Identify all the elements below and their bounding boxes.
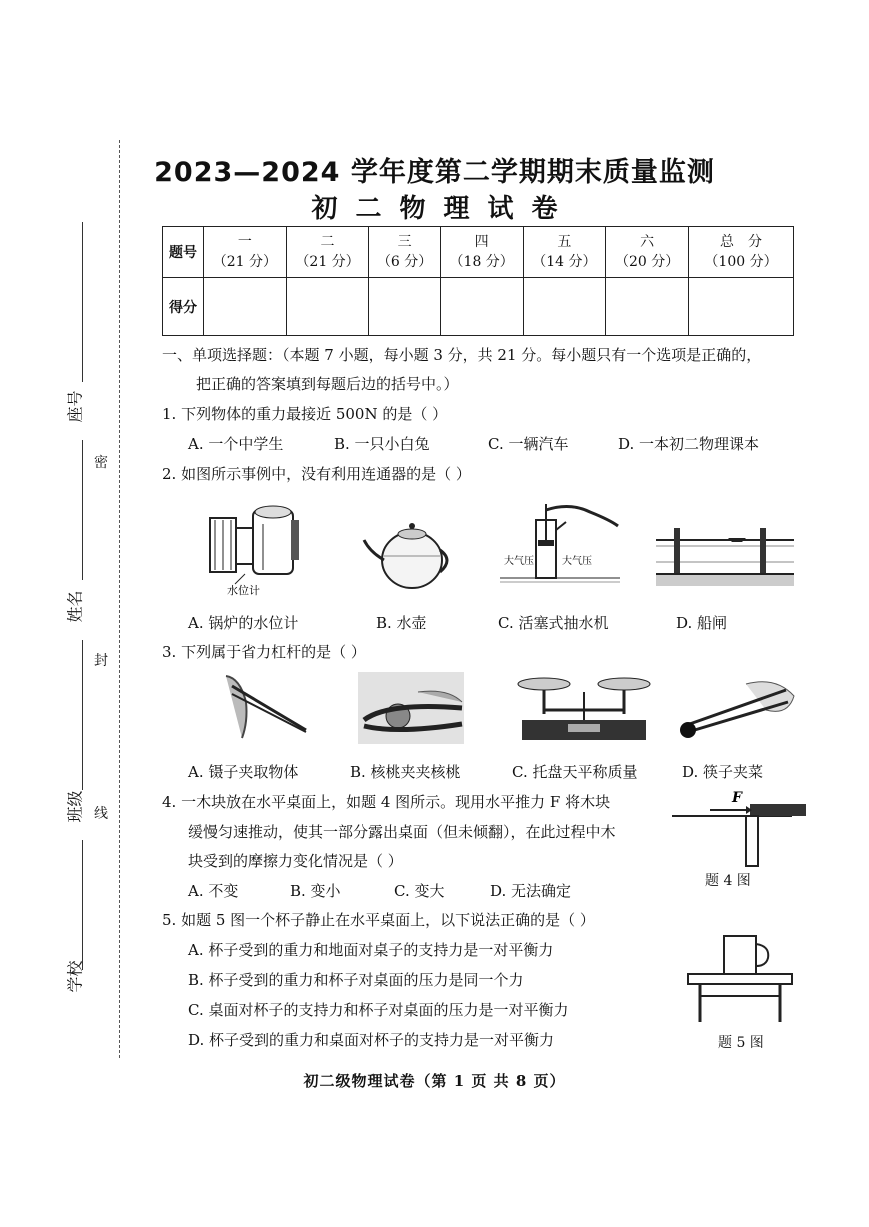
atm-label-left: 大气压 — [504, 556, 534, 567]
chopsticks-figure — [676, 676, 798, 740]
score-table-header-row — [163, 227, 794, 278]
score-col-6: 六 （20 分） — [606, 227, 689, 278]
q2-option-c[interactable]: C. 活塞式抽水机 — [498, 614, 609, 632]
q4-option-b[interactable]: B. 变小 — [290, 882, 341, 900]
question-2-stem: 2. 如图所示事例中，没有利用连通器的是（ ） — [162, 465, 471, 483]
score-input-cell[interactable] — [689, 278, 794, 336]
q3-option-b[interactable]: B. 核桃夹夹核桃 — [350, 763, 461, 781]
figure-5-caption: 题 5 图 — [718, 1035, 764, 1051]
score-table-score-row — [163, 278, 794, 336]
section1-intro-line2: 把正确的答案填到每题后边的括号中。） — [196, 375, 459, 393]
score-col-1: 一 （21 分） — [204, 227, 287, 278]
binding-dashed-line — [119, 140, 120, 1058]
question-4-stem-line2: 缓慢匀速推动，使其一部分露出桌面（但未倾翻），在此过程中木 — [188, 823, 616, 841]
exam-subtitle: 初二物理试卷 — [311, 194, 576, 224]
q2-option-d[interactable]: D. 船闸 — [676, 614, 728, 632]
binding-mark-xian: 线 — [94, 806, 108, 822]
q2-option-b[interactable]: B. 水壶 — [376, 614, 427, 632]
q5-option-c[interactable]: C. 桌面对杯子的支持力和杯子对桌面的压力是一对平衡力 — [188, 1001, 569, 1019]
force-f-label: F — [732, 790, 742, 806]
score-col-2: 二 （21 分） — [286, 227, 369, 278]
score-col-3: 三 （6 分） — [369, 227, 440, 278]
q5-option-d[interactable]: D. 杯子受到的重力和桌面对杯子的支持力是一对平衡力 — [188, 1031, 555, 1049]
score-table-header-label: 题号 — [163, 227, 204, 278]
score-table — [162, 226, 794, 336]
ship-lock-figure — [656, 520, 794, 586]
q3-option-d[interactable]: D. 筷子夹菜 — [682, 763, 764, 781]
school-underline — [82, 840, 83, 970]
binding-mark-feng: 封 — [94, 653, 108, 669]
class-label: 班级 — [65, 790, 85, 823]
score-input-cell[interactable] — [286, 278, 369, 336]
q1-option-b[interactable]: B. 一只小白兔 — [334, 435, 430, 453]
score-input-cell[interactable] — [204, 278, 287, 336]
question-3-stem: 3. 下列属于省力杠杆的是（ ） — [162, 643, 366, 661]
q1-option-d[interactable]: D. 一本初二物理课本 — [618, 435, 760, 453]
q4-option-d[interactable]: D. 无法确定 — [490, 882, 572, 900]
binding-mark-mi: 密 — [94, 455, 108, 471]
tweezers-figure — [222, 672, 310, 742]
score-input-cell[interactable] — [606, 278, 689, 336]
q4-option-a[interactable]: A. 不变 — [188, 882, 239, 900]
score-input-cell[interactable] — [440, 278, 523, 336]
piston-pump-figure — [500, 502, 620, 590]
teapot-figure — [362, 510, 454, 592]
nutcracker-figure — [358, 672, 464, 744]
question-5-stem: 5. 如题 5 图一个杯子静止在水平桌面上，以下说法正确的是（ ） — [162, 911, 595, 929]
score-col-4: 四 （18 分） — [440, 227, 523, 278]
q5-option-b[interactable]: B. 杯子受到的重力和杯子对桌面的压力是同一个力 — [188, 971, 524, 989]
cup-on-table-figure — [684, 932, 796, 1024]
water-gauge-label: 水位计 — [227, 584, 260, 597]
name-underline — [82, 440, 83, 580]
q1-option-c[interactable]: C. 一辆汽车 — [488, 435, 569, 453]
balance-scale-figure — [510, 672, 658, 744]
page-footer: 初二级物理试卷（第 1 页 共 8 页） — [303, 1072, 566, 1090]
q1-option-a[interactable]: A. 一个中学生 — [188, 435, 284, 453]
q3-option-c[interactable]: C. 托盘天平称质量 — [512, 763, 638, 781]
score-table-score-label: 得分 — [163, 278, 204, 336]
block-on-table-figure — [670, 786, 810, 868]
exam-title: 2023—2024 学年度第二学期期末质量监测 — [154, 157, 715, 188]
atm-label-right: 大气压 — [562, 556, 592, 567]
q2-option-a[interactable]: A. 锅炉的水位计 — [188, 614, 299, 632]
seat-underline — [82, 222, 83, 382]
name-label: 姓名 — [65, 590, 85, 623]
question-1-stem: 1. 下列物体的重力最接近 500N 的是（ ） — [162, 405, 448, 423]
class-underline — [82, 640, 83, 790]
q3-option-a[interactable]: A. 镊子夹取物体 — [188, 763, 299, 781]
figure-4-caption: 题 4 图 — [705, 873, 751, 889]
score-input-cell[interactable] — [369, 278, 440, 336]
score-input-cell[interactable] — [523, 278, 606, 336]
boiler-water-gauge-figure — [205, 498, 307, 600]
school-label: 学校 — [65, 960, 85, 993]
q4-option-c[interactable]: C. 变大 — [394, 882, 445, 900]
score-col-5: 五 （14 分） — [523, 227, 606, 278]
q5-option-a[interactable]: A. 杯子受到的重力和地面对桌子的支持力是一对平衡力 — [188, 941, 554, 959]
score-col-total: 总 分 （100 分） — [689, 227, 794, 278]
question-4-stem-line1: 4. 一木块放在水平桌面上，如题 4 图所示。现用水平推力 F 将木块 — [162, 793, 611, 811]
seat-label: 座号 — [65, 390, 85, 423]
section1-intro-line1: 一、单项选择题：（本题 7 小题，每小题 3 分，共 21 分。每小题只有一个选项是正确的， — [162, 346, 762, 364]
question-4-stem-line3: 块受到的摩擦力变化情况是（ ） — [188, 852, 403, 870]
